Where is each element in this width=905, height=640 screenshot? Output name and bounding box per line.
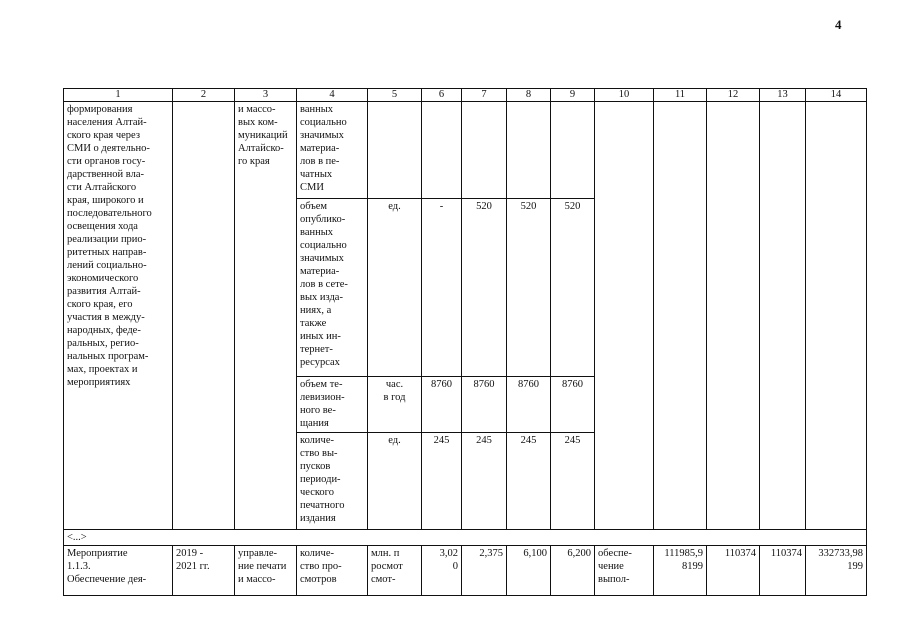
header-cell: 5 <box>368 89 422 102</box>
finance-cell: 110374 <box>707 546 760 596</box>
header-row <box>64 89 867 102</box>
program-table <box>63 88 867 596</box>
value-cell: 245 <box>422 433 462 530</box>
value-cell: 8760 <box>551 377 595 433</box>
indicator-cell: объем те- левизион- ного ве- щания <box>297 377 368 433</box>
header-cell: 14 <box>806 89 867 102</box>
unit-cell: ед. <box>368 199 422 377</box>
header-cell: 8 <box>507 89 551 102</box>
indicator-cell: ванных социально значимых материа- лов в пе- чатных СМИ <box>297 102 368 199</box>
finance-cell: 110374 <box>760 546 806 596</box>
value-cell: 245 <box>507 433 551 530</box>
unit-cell: час. в год <box>368 377 422 433</box>
value-cell <box>462 102 507 199</box>
executor-cell: управле- ние печати и массо- <box>235 546 297 596</box>
indicator-cell: количе- ство про- смотров <box>297 546 368 596</box>
value-cell: 2,375 <box>462 546 507 596</box>
program-table-sheet <box>63 88 866 594</box>
header-cell: 3 <box>235 89 297 102</box>
indicator-cell: объем опублико- ванных социально значимых материа- лов в сете- вых изда- ниях, а также иных ин- тернет- ресурсах <box>297 199 368 377</box>
value-cell: 8760 <box>422 377 462 433</box>
value-cell: 245 <box>462 433 507 530</box>
value-cell: - <box>422 199 462 377</box>
value-cell: 3,02 0 <box>422 546 462 596</box>
table-row <box>64 546 867 596</box>
value-cell <box>507 102 551 199</box>
activity-description: формирования населения Алтай- ского края через СМИ о деятельно- сти органов госу- дарственной вла- сти Алтайского края, широкого и последовательного освещения хода реализации прио- ритетных направ- лений социально- экономического развития Алтай- ского края, его участия в между- народных, феде- ральных, регио- нальных програм- мах, проектах и мероприятиях <box>64 102 173 530</box>
result-cell <box>595 102 654 530</box>
header-cell: 10 <box>595 89 654 102</box>
unit-cell <box>368 102 422 199</box>
page-number: 4 <box>835 17 842 32</box>
value-cell <box>422 102 462 199</box>
finance-cell: 111985,9 8199 <box>654 546 707 596</box>
header-cell: 1 <box>64 89 173 102</box>
value-cell: 520 <box>551 199 595 377</box>
finance-cell: 332733,98 199 <box>806 546 867 596</box>
finance-cell <box>707 102 760 530</box>
ellipsis-marker: <...> <box>64 530 867 546</box>
value-cell: 8760 <box>462 377 507 433</box>
finance-cell <box>654 102 707 530</box>
unit-cell: млн. п росмот смот- <box>368 546 422 596</box>
value-cell: 520 <box>462 199 507 377</box>
value-cell: 245 <box>551 433 595 530</box>
header-cell: 2 <box>173 89 235 102</box>
header-cell: 6 <box>422 89 462 102</box>
header-cell: 4 <box>297 89 368 102</box>
activity-description: Мероприятие 1.1.3. Обеспечение дея- <box>64 546 173 596</box>
ellipsis-row <box>64 530 867 546</box>
period-cell: 2019 - 2021 гг. <box>173 546 235 596</box>
value-cell: 520 <box>507 199 551 377</box>
indicator-cell: количе- ство вы- пусков периоди- ческого печатного издания <box>297 433 368 530</box>
unit-cell: ед. <box>368 433 422 530</box>
header-cell: 13 <box>760 89 806 102</box>
value-cell: 6,100 <box>507 546 551 596</box>
period-cell <box>173 102 235 530</box>
executor-cell: и массо- вых ком- муникаций Алтайско- го края <box>235 102 297 530</box>
value-cell: 6,200 <box>551 546 595 596</box>
header-cell: 11 <box>654 89 707 102</box>
value-cell <box>551 102 595 199</box>
value-cell: 8760 <box>507 377 551 433</box>
header-cell: 9 <box>551 89 595 102</box>
result-cell: обеспе- чение выпол- <box>595 546 654 596</box>
finance-cell <box>806 102 867 530</box>
header-cell: 7 <box>462 89 507 102</box>
finance-cell <box>760 102 806 530</box>
table-row <box>64 102 867 199</box>
header-cell: 12 <box>707 89 760 102</box>
